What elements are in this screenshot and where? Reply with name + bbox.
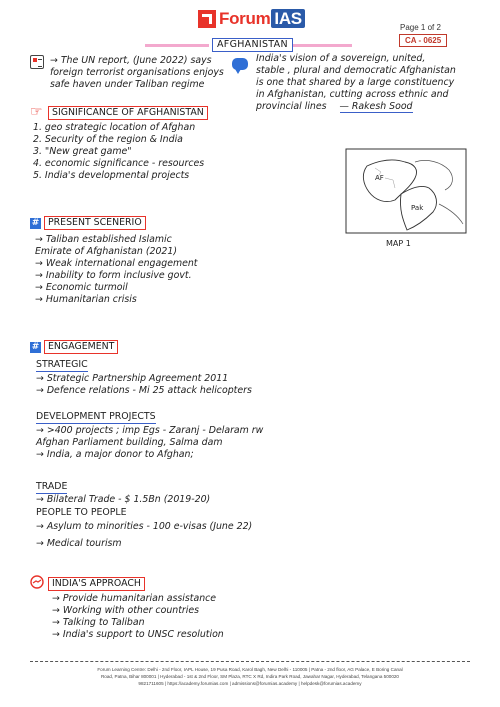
section-heading-engagement: ENGAGEMENT: [44, 340, 118, 354]
logo-text: Forum IAS: [219, 9, 305, 29]
forumias-logo: [198, 8, 305, 30]
footer-line: 9821711605 | https://academy.forumias.com | admissions@forumias.academy | helpdesk@forumias.academy: [138, 681, 362, 686]
subheading-development: DEVELOPMENT PROJECTS: [36, 411, 156, 422]
map-figure: [345, 148, 467, 234]
people-list: [36, 521, 252, 550]
quote-author: — Rakesh Sood: [339, 101, 413, 112]
section-heading-significance: SIGNIFICANCE OF AFGHANISTAN: [48, 106, 208, 120]
title-decor-left: [145, 44, 209, 47]
list-item: Afghan Parliament building, Salma dam: [36, 437, 223, 448]
list-item: → Weak international engagement: [35, 258, 198, 269]
list-item: → Economic turmoil: [35, 282, 128, 293]
present-list: [35, 234, 198, 306]
title-decor-right: [288, 44, 352, 47]
list-item: → India's support to UNSC resolution: [52, 629, 224, 640]
intro-right-line: is one that shared by a large constituency: [256, 77, 455, 88]
hashtag-icon: #: [31, 218, 40, 228]
section-heading-present: PRESENT SCENERIO: [44, 216, 146, 230]
development-list: [36, 425, 263, 461]
list-item: → >400 projects ; imp Egs - Zaranj - Delaram rw: [36, 425, 264, 436]
list-item: 4. economic significance - resources: [33, 158, 205, 169]
significance-list: [33, 122, 204, 182]
list-item: → Bilateral Trade - $ 1.5Bn (2019-20): [36, 494, 211, 505]
intro-right-line: provincial lines: [256, 101, 327, 112]
list-item: 1. geo strategic location of Afghan: [33, 122, 196, 133]
intro-right-block: [256, 53, 456, 113]
intro-left-line: safe haven under Taliban regime: [50, 79, 205, 90]
pointing-hand-icon: ☞: [30, 104, 43, 120]
page-number: Page 1 of 2: [400, 23, 441, 32]
trade-list: [36, 494, 210, 506]
newspaper-icon: [30, 55, 44, 69]
list-item: 3. "New great game": [33, 146, 132, 157]
list-item: → Strategic Partnership Agreement 2011: [36, 373, 229, 384]
list-item: 2. Security of the region & India: [33, 134, 183, 145]
list-item: → Medical tourism: [36, 538, 122, 549]
list-item: → India, a major donor to Afghan;: [36, 449, 194, 460]
strategic-list: [36, 373, 252, 397]
list-item: → Working with other countries: [52, 605, 199, 616]
intro-right-line: India's vision of a sovereign, united,: [256, 53, 426, 64]
list-item: → Asylum to minorities - 100 e-visas (June 22): [36, 521, 253, 532]
afghanistan-pakistan-map: [345, 148, 467, 234]
subheading-trade: TRADE: [36, 481, 68, 492]
page-title: AFGHANISTAN: [212, 38, 293, 52]
intro-left-line: → The UN report, (June 2022) says: [50, 55, 212, 66]
list-item: Emirate of Afghanistan (2021): [35, 246, 177, 257]
footer-divider: [30, 661, 470, 662]
logo-arrow-icon: [198, 10, 216, 28]
list-item: → Inability to form inclusive govt.: [35, 270, 192, 281]
list-item: 5. India's developmental projects: [33, 170, 190, 181]
intro-left-block: [50, 55, 224, 91]
speech-bubble-icon: [232, 58, 248, 70]
intro-right-line: in Afghanistan, cutting across ethnic and: [256, 89, 449, 100]
intro-right-line: stable , plural and democratic Afghanistan: [256, 65, 456, 76]
footer-line: Forum Learning Centre: Delhi - 2nd Floor, IAPL House, 19 Pusa Road, Karol Bagh, New Delhi - 110005 | Patna - 2nd floor, AG Palace, E Boring Canal: [97, 667, 403, 672]
hashtag-icon: #: [31, 342, 40, 352]
approach-list: [52, 593, 224, 641]
map-caption: MAP 1: [386, 239, 411, 248]
intro-left-line: foreign terrorist organisations enjoys: [50, 67, 224, 78]
document-code: CA - 0625: [399, 34, 447, 47]
footer-line: Road, Patna, Bihar 800001 | Hyderabad - 1st & 2nd Floor, SM Plaza, RTC X Rd, Indira Park Road, Jawahar Nagar, Hyderabad, Telangana 500020: [100, 674, 399, 679]
map-label-af: AF: [375, 174, 384, 182]
subheading-people: PEOPLE TO PEOPLE: [36, 507, 127, 518]
list-item: → Provide humanitarian assistance: [52, 593, 217, 604]
handshake-icon: [30, 574, 44, 588]
list-item: → Taliban established Islamic: [35, 234, 172, 245]
subheading-strategic: STRATEGIC: [36, 359, 88, 370]
list-item: → Defence relations - Mi 25 attack helicopters: [36, 385, 252, 396]
map-label-pak: Pak: [411, 204, 424, 212]
footer-address: [30, 666, 470, 687]
list-item: → Humanitarian crisis: [35, 294, 137, 305]
section-heading-approach: INDIA'S APPROACH: [48, 577, 145, 591]
list-item: → Talking to Taliban: [52, 617, 145, 628]
